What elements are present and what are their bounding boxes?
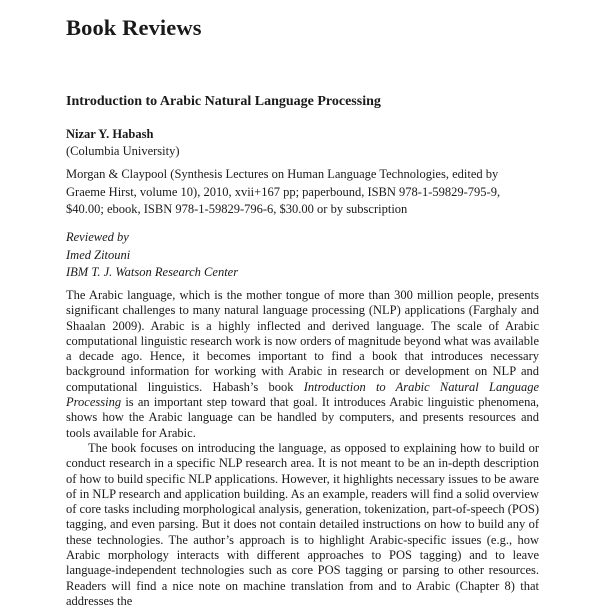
author-name: Nizar Y. Habash: [66, 127, 154, 141]
book-title-citation: Introduction to Arabic Natural Language Processing: [66, 379, 539, 410]
publication-info: Morgan & Claypool (Synthesis Lectures on Human Language Technologies, edited by Graeme Hirst, volume 10), 2010, xvii+167 pp; paperbound, ISBN 978-1-59829-795-9, $40.00; ebook, ISBN 978-1-59829-796-6, $30.00 or by subscription: [66, 167, 501, 216]
author-affiliation: (Columbia University): [66, 144, 180, 158]
reviewer-block: [66, 229, 238, 282]
reviewer-affiliation: IBM T. J. Watson Research Center: [66, 265, 239, 279]
review-paragraph-2: The book focuses on introducing the language, as opposed to explaining how to build or conduct research in a specific NLP research area. It is not meant to be an in-depth description of how to build specific NLP applications. However, it highlights necessary issues to be aware of in NLP research and application building. As an example, readers will find a solid overview of core tasks including morphological analysis, generation, tokenization, part-of-speech (POS) tagging, and even parsing. But it does not contain detailed instructions on how to build any of these technologies. The author’s approach is to highlight Arabic-specific issues (e.g., how Arabic morphology interacts with different approaches to POS tagging) and to leave language-independent technologies such as core POS tagging or parsing to other resources. Readers will find a nice note on machine translation from and to Arabic (Chapter 8) that addresses the: [66, 440, 539, 608]
reviewer-name: Imed Zitouni: [66, 247, 131, 262]
review-paragraph-1: [66, 288, 539, 441]
page: [66, 0, 539, 608]
review-body: [66, 288, 539, 609]
reviewed-by-label: Reviewed by: [66, 230, 129, 244]
paragraph-1-text-after: is an important step toward that goal. It introduces Arabic linguistic phenomena, shows how the Arabic language can be handled by computers, and presents resources and tools available for Arabic.: [66, 395, 539, 440]
paragraph-1-text-before: The Arabic language, which is the mother tongue of more than 300 million people, presents significant challenges to many natural language processing (NLP) applications (Farghaly and Shaalan 2009). Arabic is a highly inflected and derived language. The scale of Arabic computational linguistic research work is now orders of magnitude beyond what was available a decade ago. Hence, it becomes important to find a book that introduces necessary background information for working with Arabic in research or development on NLP and computational linguistics. Habash’s book: [66, 288, 539, 394]
section-title: Book Reviews: [66, 15, 202, 40]
book-title: Introduction to Arabic Natural Language Processing: [66, 94, 381, 109]
author-block: [66, 126, 180, 160]
